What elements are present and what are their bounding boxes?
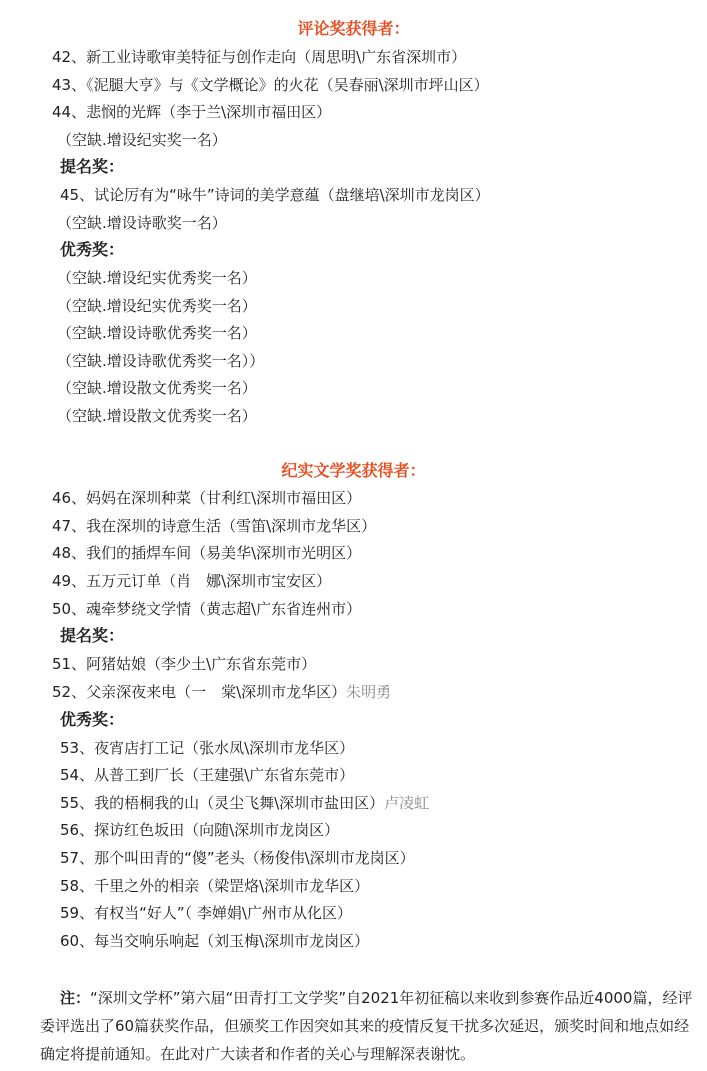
list-item: 48、我们的插焊车间（易美华\深圳市光明区） bbox=[52, 544, 362, 562]
entry-annotation: 卢凌虹 bbox=[384, 794, 430, 812]
entry-text: 52、父亲深夜来电（一 棠\深圳市龙华区） bbox=[52, 683, 347, 701]
list-item: 50、魂牵梦绕文学情（黄志超\广东省连州市） bbox=[52, 600, 362, 618]
list-item bbox=[60, 820, 339, 840]
entry-text: 58、千里之外的相亲（梁罡烙\深圳市龙华区） bbox=[60, 877, 370, 895]
list-item bbox=[60, 793, 429, 813]
entry-text: 53、夜宵店打工记（张水凤\深圳市龙华区） bbox=[60, 739, 355, 757]
list-item bbox=[60, 876, 369, 896]
footnote-text: “深圳文学杯”第六届“田青打工文学奖”自2021年初征稿以来收到参赛作品近4000篇，经评委评选出了60篇获奖作品，但颁奖工作因突如其来的疫情反复干扰多次延迟，颁奖时间和地点如经确定将提前通知。在此对广大读者和作者的关心与理解深表谢忱。 bbox=[40, 989, 693, 1063]
list-item bbox=[60, 903, 352, 923]
entry-text: 55、我的梧桐我的山（灵尘飞舞\深圳市盐田区） bbox=[60, 794, 385, 812]
list-item: 45、试论厉有为“咏牛”诗词的美学意蕴（盘继培\深圳市龙岗区） bbox=[60, 186, 490, 204]
entry-text: 56、探访红色坂田（向随\深圳市龙岗区） bbox=[60, 821, 340, 839]
entry-annotation: 朱明勇 bbox=[346, 683, 392, 701]
list-item: 47、我在深圳的诗意生活（雪笛\深圳市龙华区） bbox=[52, 517, 377, 535]
vacancy-note: （空缺.增设诗歌奖一名） bbox=[57, 214, 227, 232]
vacancy-note: （空缺.增设纪实奖一名） bbox=[57, 131, 227, 149]
nomination-label: 提名奖： bbox=[60, 626, 125, 645]
vacancy-note: （空缺.增设诗歌优秀奖一名）） bbox=[57, 352, 265, 370]
documentary-award-heading: 纪实文学奖获得者： bbox=[281, 461, 426, 480]
footnote-label: 注： bbox=[60, 989, 91, 1007]
list-item bbox=[60, 848, 415, 868]
vacancy-note: （空缺.增设纪实优秀奖一名） bbox=[57, 269, 257, 287]
entry-text: 57、那个叫田青的“傻”老头（杨俊伟\深圳市龙岗区） bbox=[60, 849, 415, 867]
excellence-label: 优秀奖： bbox=[60, 240, 125, 259]
list-item bbox=[52, 654, 316, 674]
list-item bbox=[60, 765, 354, 785]
excellence-label: 优秀奖： bbox=[60, 710, 125, 729]
nomination-label: 提名奖： bbox=[60, 157, 125, 176]
vacancy-note: （空缺.增设散文优秀奖一名） bbox=[57, 407, 257, 425]
footnote bbox=[40, 984, 695, 1068]
list-item: 42、新工业诗歌审美特征与创作走向（周思明\广东省深圳市） bbox=[52, 48, 467, 66]
entry-text: 59、有权当“好人”（ 李婵娟\广州市从化区） bbox=[60, 904, 352, 922]
list-item bbox=[52, 682, 391, 702]
vacancy-note: （空缺.增设诗歌优秀奖一名） bbox=[57, 324, 257, 342]
vacancy-note: （空缺.增设纪实优秀奖一名） bbox=[57, 297, 257, 315]
entry-text: 51、阿猪姑娘（李少土\广东省东莞市） bbox=[52, 655, 317, 673]
entry-text: 60、每当交响乐响起（刘玉梅\深圳市龙岗区） bbox=[60, 932, 370, 950]
review-award-heading: 评论奖获得者： bbox=[297, 19, 410, 38]
list-item: 49、五万元订单（肖 娜\深圳市宝安区） bbox=[52, 572, 332, 590]
list-item bbox=[60, 931, 369, 951]
vacancy-note: （空缺.增设散文优秀奖一名） bbox=[57, 379, 257, 397]
entry-text: 54、从普工到厂长（王建强\广东省东莞市） bbox=[60, 766, 355, 784]
list-item: 43、《泥腿大亨》与《文学概论》的火花（吴春丽\深圳市坪山区） bbox=[52, 76, 489, 94]
list-item bbox=[60, 738, 354, 758]
list-item: 44、悲悯的光辉（李于兰\深圳市福田区） bbox=[52, 103, 332, 121]
list-item: 46、妈妈在深圳种菜（甘利红\深圳市福田区） bbox=[52, 489, 362, 507]
